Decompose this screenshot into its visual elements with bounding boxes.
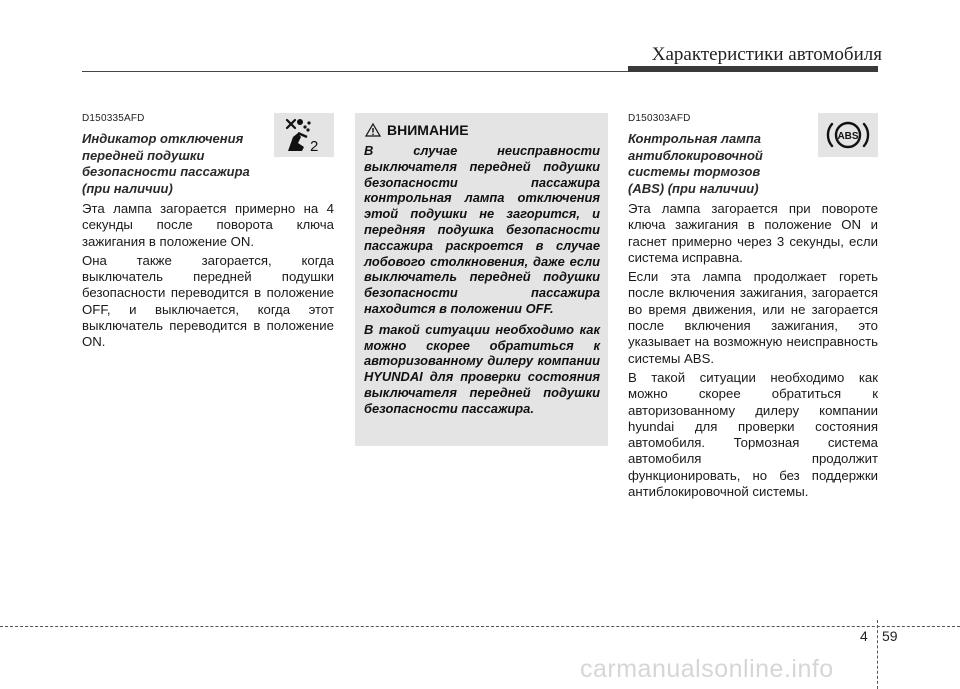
warning-box: [355, 113, 608, 446]
section-code: D150335AFD: [82, 113, 145, 124]
heading-line: Индикатор отключения: [82, 131, 244, 146]
header-rule-thin: [82, 71, 630, 72]
abs-icon-box: [818, 113, 878, 157]
page-header-title: Характеристики автомобиля: [651, 44, 882, 65]
footer-rule: [0, 626, 960, 627]
paragraph: Эта лампа загорается примерно на 4 секунды после поворота ключа зажигания в положение ON.: [82, 201, 334, 249]
airbag-icon-box: [274, 113, 334, 157]
header-rule-thick: [628, 66, 878, 72]
abs-icon: [818, 113, 878, 157]
paragraph: Она также загорается, когда выключатель передней подушки безопасности переводится в положение OFF, и выключается, когда этот выключатель переводится в положение ON.: [82, 252, 334, 350]
chapter-number: 4: [860, 628, 868, 644]
paragraph: В такой ситуации необходимо как можно скорее обратиться к авторизованному дилеру компании hyundai для проверки состояния автомобиля. Тормозная система автомобиля продолжит функционировать, но без поддержки антиблокировочной системы.: [628, 369, 878, 500]
heading-line: системы тормозов: [628, 164, 761, 179]
heading-line: (при наличии): [82, 180, 173, 196]
warning-title: ВНИМАНИЕ: [387, 122, 469, 138]
warning-paragraph: В случае неисправности выключателя передней подушки безопасности пассажира контрольная лампа отключения этой подушки не загорится, и передняя подушка безопасности пассажира раскроется в случае лобового столкновения, даже если выключатель передней подушки безопасности пассажира находится в положении OFF.: [364, 143, 600, 316]
warning-triangle-icon: [365, 123, 381, 137]
section-code: D150303AFD: [628, 113, 691, 124]
abs-icon-label: ABS: [837, 131, 859, 142]
right-column: [628, 113, 878, 503]
warning-header: [365, 122, 469, 138]
page-number: 59: [882, 628, 898, 644]
heading-line: передней подушки: [82, 147, 205, 163]
heading-line: (ABS) (при наличии): [628, 180, 759, 196]
watermark: carmanualsonline.info: [580, 655, 834, 683]
heading-line: безопасности пассажира: [82, 164, 250, 179]
paragraph: Эта лампа загорается при повороте ключа зажигания в положение ON и гаснет примерно через 3 секунды, если система исправна.: [628, 201, 878, 265]
warning-body: [364, 143, 600, 422]
heading-line: антиблокировочной: [628, 147, 763, 163]
page-divider: [877, 620, 879, 689]
passenger-airbag-off-icon: [274, 113, 334, 157]
airbag-icon-digit: 2: [310, 138, 319, 155]
heading-line: Контрольная лампа: [628, 131, 761, 146]
paragraph: Если эта лампа продолжает гореть после включения зажигания, загорается во время движения, или не загорается после включения зажигания, это указывает на возможную неисправность системы ABS.: [628, 269, 878, 366]
warning-paragraph: В такой ситуации необходимо как можно скорее обратиться к авторизованному дилеру компании HYUNDAI для проверки состояния выключателя передней подушки безопасности пассажира.: [364, 321, 600, 416]
